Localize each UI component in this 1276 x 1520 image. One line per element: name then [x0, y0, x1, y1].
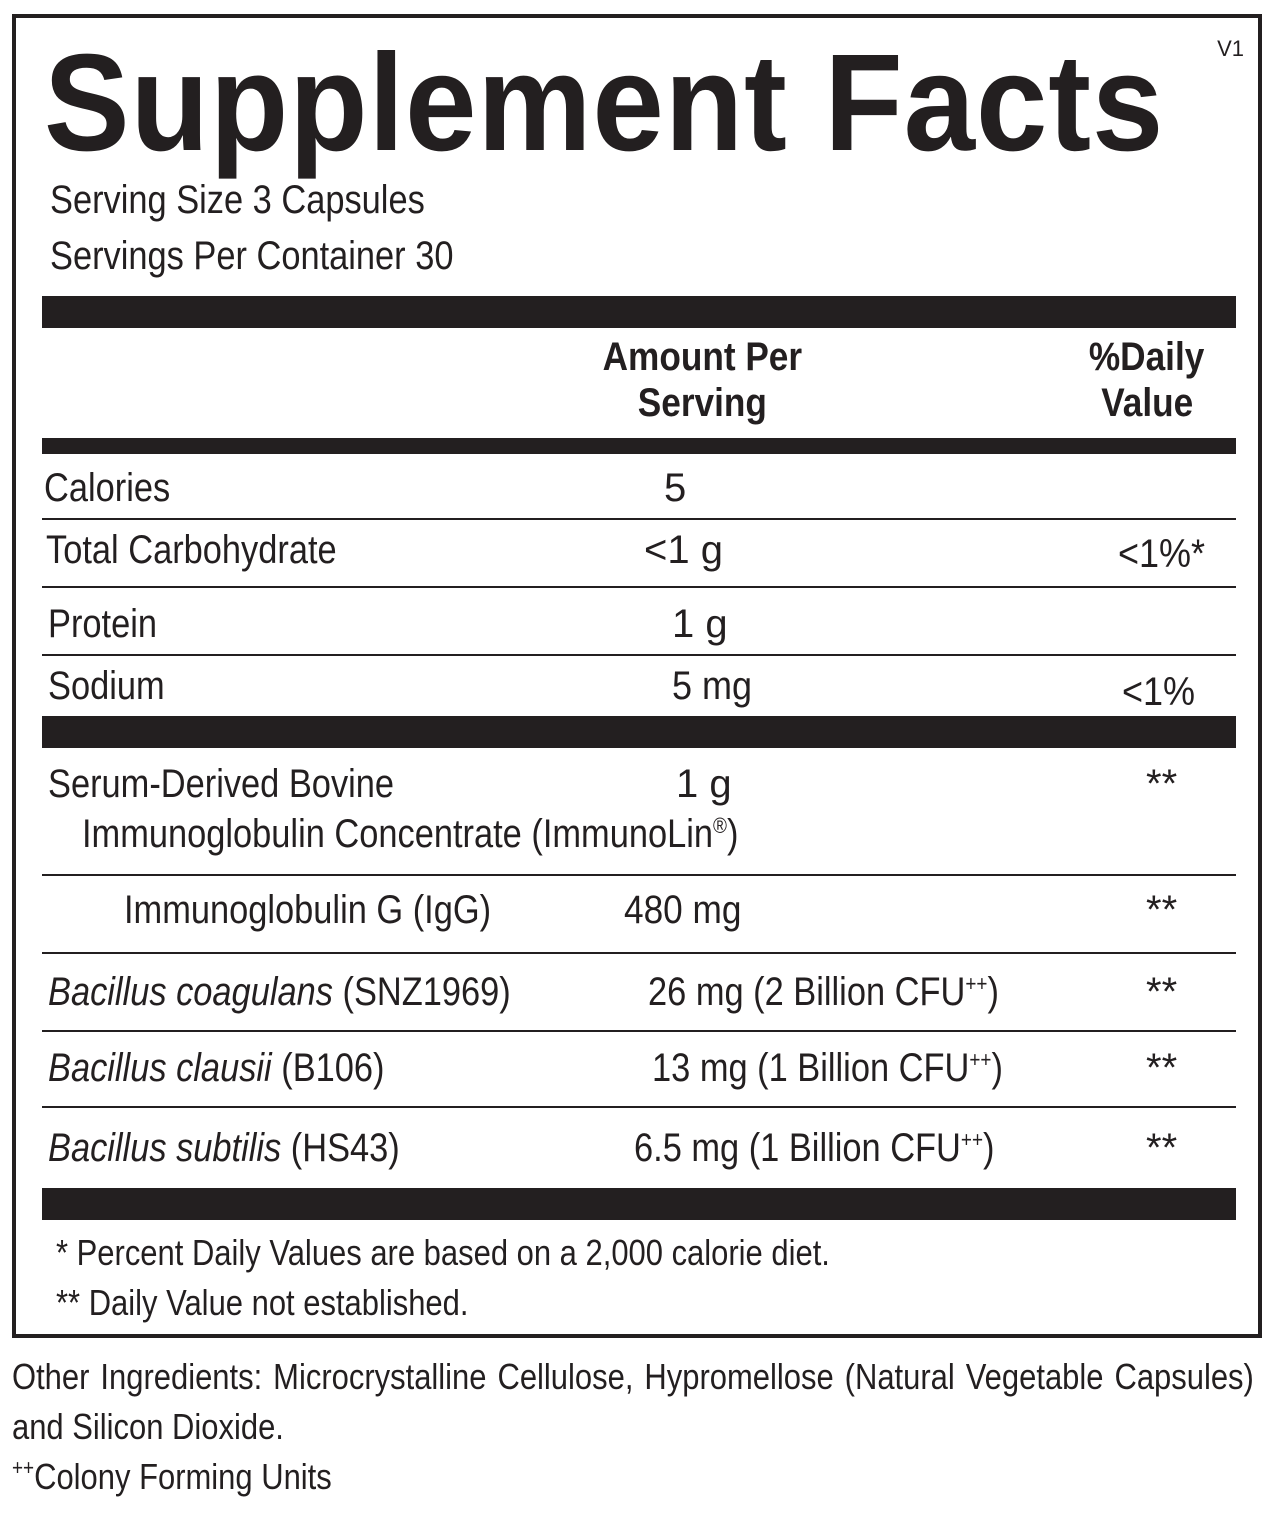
header-amount-per-serving: Amount Per Serving [602, 335, 802, 425]
row-divider [42, 1106, 1236, 1108]
supplement-facts-panel [12, 14, 1262, 1338]
servings-per-container: Servings Per Container 30 [50, 234, 454, 278]
nutrient-name-sodium: Sodium [48, 664, 165, 708]
medium-divider [42, 438, 1236, 454]
thick-divider [42, 1188, 1236, 1220]
version-code: V1 [1217, 36, 1244, 61]
serving-size: Serving Size 3 Capsules [50, 178, 425, 222]
ingredient-name-igg: Immunoglobulin G (IgG) [124, 888, 492, 932]
nutrient-amount-total-carbohydrate: <1 g [644, 528, 723, 572]
ingredient-dv-igg: ** [1146, 888, 1178, 932]
row-divider [42, 874, 1236, 876]
ingredient-amount-bacillus-coagulans: 26 mg (2 Billion CFU++) [648, 970, 999, 1014]
nutrient-name-calories: Calories [44, 466, 171, 510]
thick-divider [42, 716, 1236, 748]
cfu-footnote: ++Colony Forming Units [12, 1455, 332, 1497]
ingredient-amount-serum: 1 g [676, 762, 732, 806]
ingredient-name-bacillus-clausii: Bacillus clausii (B106) [48, 1046, 385, 1090]
ingredient-amount-bacillus-subtilis: 6.5 mg (1 Billion CFU++) [634, 1126, 995, 1170]
row-divider [42, 518, 1236, 520]
other-ingredients: Other Ingredients: Microcrystalline Cellulose, Hypromellose (Natural Vegetable Capsules) and Silicon Dioxide. [12, 1356, 1254, 1447]
ingredient-dv-serum: ** [1146, 762, 1178, 806]
row-divider [42, 654, 1236, 656]
ingredient-amount-igg: 480 mg [624, 888, 742, 932]
ingredient-name-bacillus-coagulans: Bacillus coagulans (SNZ1969) [48, 970, 511, 1014]
registered-mark: ® [712, 813, 727, 838]
ingredient-amount-bacillus-clausii: 13 mg (1 Billion CFU++) [652, 1046, 1003, 1090]
thick-divider [42, 296, 1236, 328]
ingredient-name-serum-line2: Immunoglobulin Concentrate (ImmunoLin®) [82, 812, 739, 856]
footnote-percent-daily-values: * Percent Daily Values are based on a 2,000 calorie diet. [56, 1232, 830, 1273]
ingredient-dv-bacillus-clausii: ** [1146, 1046, 1178, 1090]
ingredient-dv-bacillus-subtilis: ** [1146, 1126, 1178, 1170]
nutrient-name-protein: Protein [48, 602, 158, 646]
row-divider [42, 586, 1236, 588]
row-divider [42, 1030, 1236, 1032]
nutrient-amount-protein: 1 g [672, 602, 728, 646]
row-divider [42, 952, 1236, 954]
header-daily-value: %Daily Value [1089, 335, 1205, 425]
nutrient-amount-sodium: 5 mg [672, 664, 753, 708]
nutrient-dv-sodium: <1% [1122, 670, 1196, 714]
panel-title: Supplement Facts [44, 26, 1165, 180]
nutrient-amount-calories: 5 [664, 466, 687, 510]
nutrient-name-total-carbohydrate: Total Carbohydrate [46, 528, 337, 572]
nutrient-dv-total-carbohydrate: <1%* [1118, 532, 1206, 576]
ingredient-name-serum-line1: Serum-Derived Bovine [48, 762, 395, 806]
footnote-daily-value-not-established: ** Daily Value not established. [56, 1282, 469, 1323]
ingredient-dv-bacillus-coagulans: ** [1146, 970, 1178, 1014]
ingredient-name-bacillus-subtilis: Bacillus subtilis (HS43) [48, 1126, 400, 1170]
